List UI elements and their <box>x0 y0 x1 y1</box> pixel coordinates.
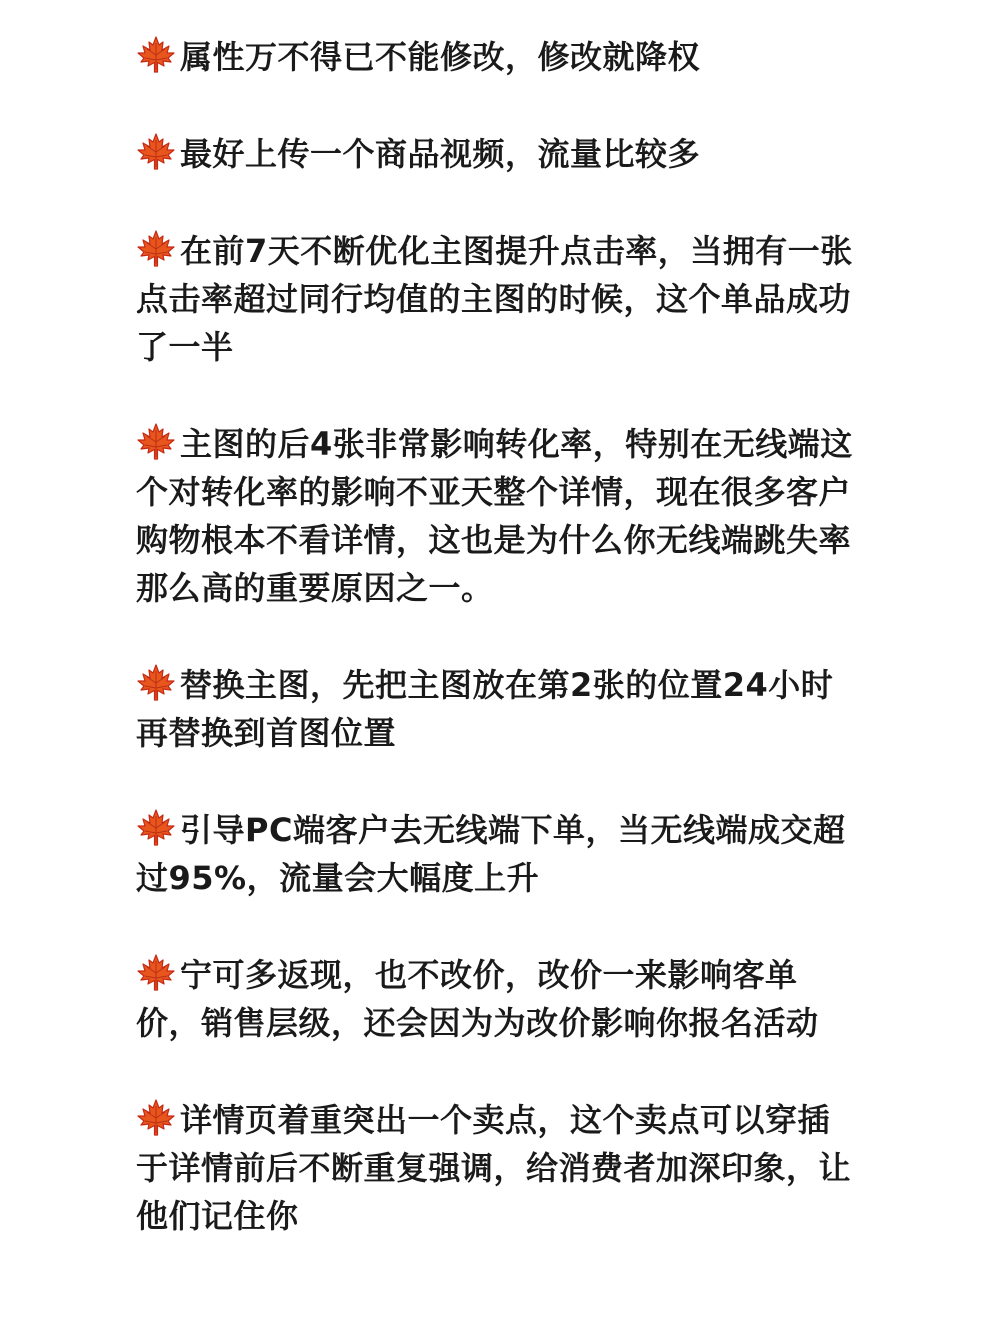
tip-text: 替换主图，先把主图放在第2张的位置24小时再替换到首图位置 <box>136 666 834 752</box>
tip-item-3 <box>136 227 856 371</box>
maple-leaf-icon <box>136 1098 176 1138</box>
tips-list <box>136 33 856 1289</box>
tip-text: 主图的后4张非常影响转化率，特别在无线端这个对转化率的影响不亚天整个详情，现在很多客户购物根本不看详情，这也是为什么你无线端跳失率那么高的重要原因之一。 <box>136 425 853 607</box>
maple-leaf-icon <box>136 35 176 75</box>
maple-leaf-icon <box>136 663 176 703</box>
maple-leaf-icon <box>136 953 176 993</box>
tip-item-8 <box>136 1096 856 1240</box>
tip-text: 详情页着重突出一个卖点，这个卖点可以穿插于详情前后不断重复强调，给消费者加深印象，让他们记住你 <box>136 1101 852 1235</box>
maple-leaf-icon <box>136 422 176 462</box>
tip-item-2 <box>136 130 856 178</box>
tip-item-5 <box>136 661 856 757</box>
maple-leaf-icon <box>136 808 176 848</box>
tip-text: 宁可多返现，也不改价，改价一来影响客单价，销售层级，还会因为为改价影响你报名活动 <box>136 956 819 1042</box>
tip-item-7 <box>136 951 856 1047</box>
tip-text: 引导PC端客户去无线端下单，当无线端成交超过95%，流量会大幅度上升 <box>136 811 846 897</box>
maple-leaf-icon <box>136 229 176 269</box>
tip-item-1 <box>136 33 856 81</box>
tip-text: 在前7天不断优化主图提升点击率，当拥有一张点击率超过同行均值的主图的时候，这个单品成功了一半 <box>136 232 853 366</box>
tip-item-4 <box>136 420 856 612</box>
tip-text: 属性万不得已不能修改，修改就降权 <box>180 38 701 76</box>
tip-item-6 <box>136 806 856 902</box>
tip-text: 最好上传一个商品视频，流量比较多 <box>180 135 701 173</box>
maple-leaf-icon <box>136 132 176 172</box>
